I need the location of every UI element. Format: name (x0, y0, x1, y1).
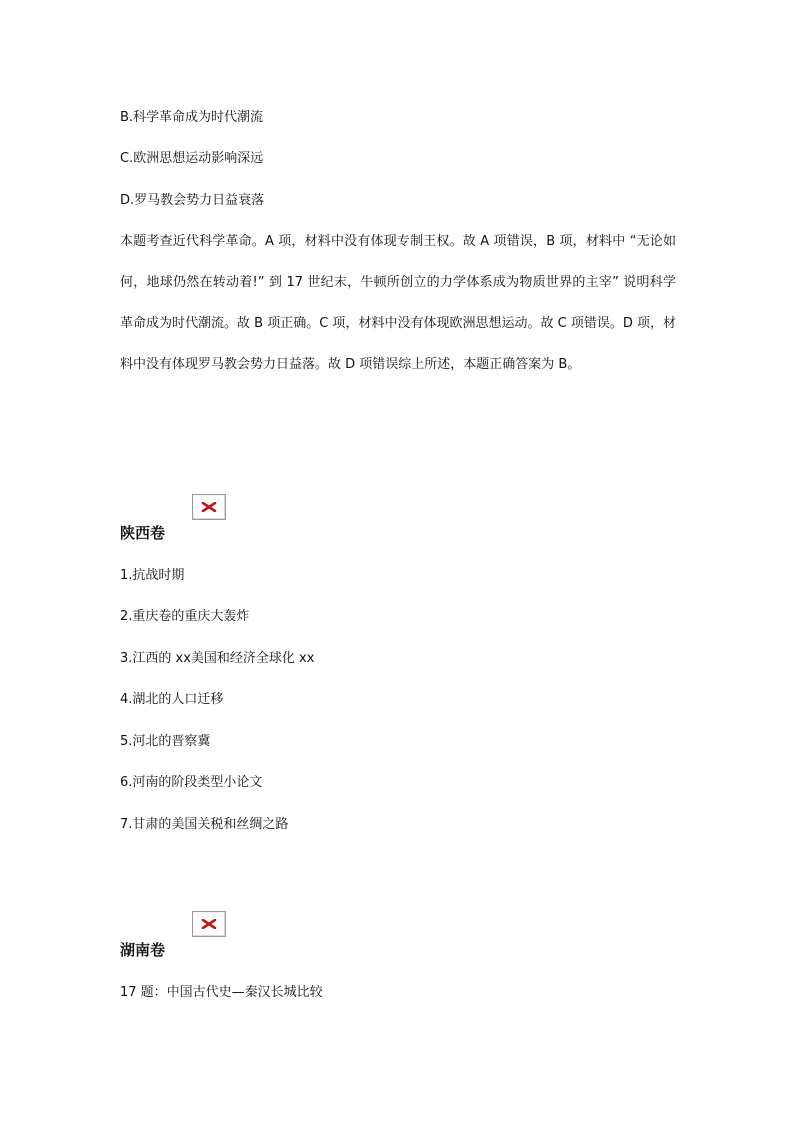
list-item: 17 题：中国古代史—秦汉长城比较 (120, 985, 323, 1000)
list-item: 1.抗战时期 (120, 568, 185, 583)
section-title-shaanxi: 陕西卷 (120, 524, 166, 542)
section-title-hunan: 湖南卷 (120, 941, 166, 959)
list-item: 3.江西的 xx美国和经济全球化 xx (120, 651, 315, 666)
list-item: 5.河北的晋察冀 (120, 734, 211, 749)
explanation-paragraph: 本题考查近代科学革命。A 项，材料中没有体现专制王权。故 A 项错误，B 项，材料中 “无论如何，地球仍然在转动着!” 到 17 世纪末，牛顿所创立的力学体系成为物质世界的主宰” 说明科学革命成为时代潮流。故 B 项正确。C 项，材料中没有体现欧洲思想运动。故 C 项错误。D 项，材料中没有体现罗马教会势力日益落。故 D 项错误综上所述，本题正确答案为 B。 (120, 234, 676, 372)
option-b: B.科学革命成为时代潮流 (120, 110, 264, 125)
list-item: 7.甘肃的美国关税和丝绸之路 (120, 817, 289, 832)
list-item: 4.湖北的人口迁移 (120, 692, 224, 707)
option-c: C.欧洲思想运动影响深远 (120, 151, 264, 166)
list-item: 6.河南的阶段类型小论文 (120, 775, 263, 790)
list-item: 2.重庆卷的重庆大轰炸 (120, 609, 250, 624)
broken-image-icon (192, 911, 226, 937)
option-d: D.罗马教会势力日益衰落 (120, 193, 265, 208)
broken-image-icon (192, 494, 226, 520)
